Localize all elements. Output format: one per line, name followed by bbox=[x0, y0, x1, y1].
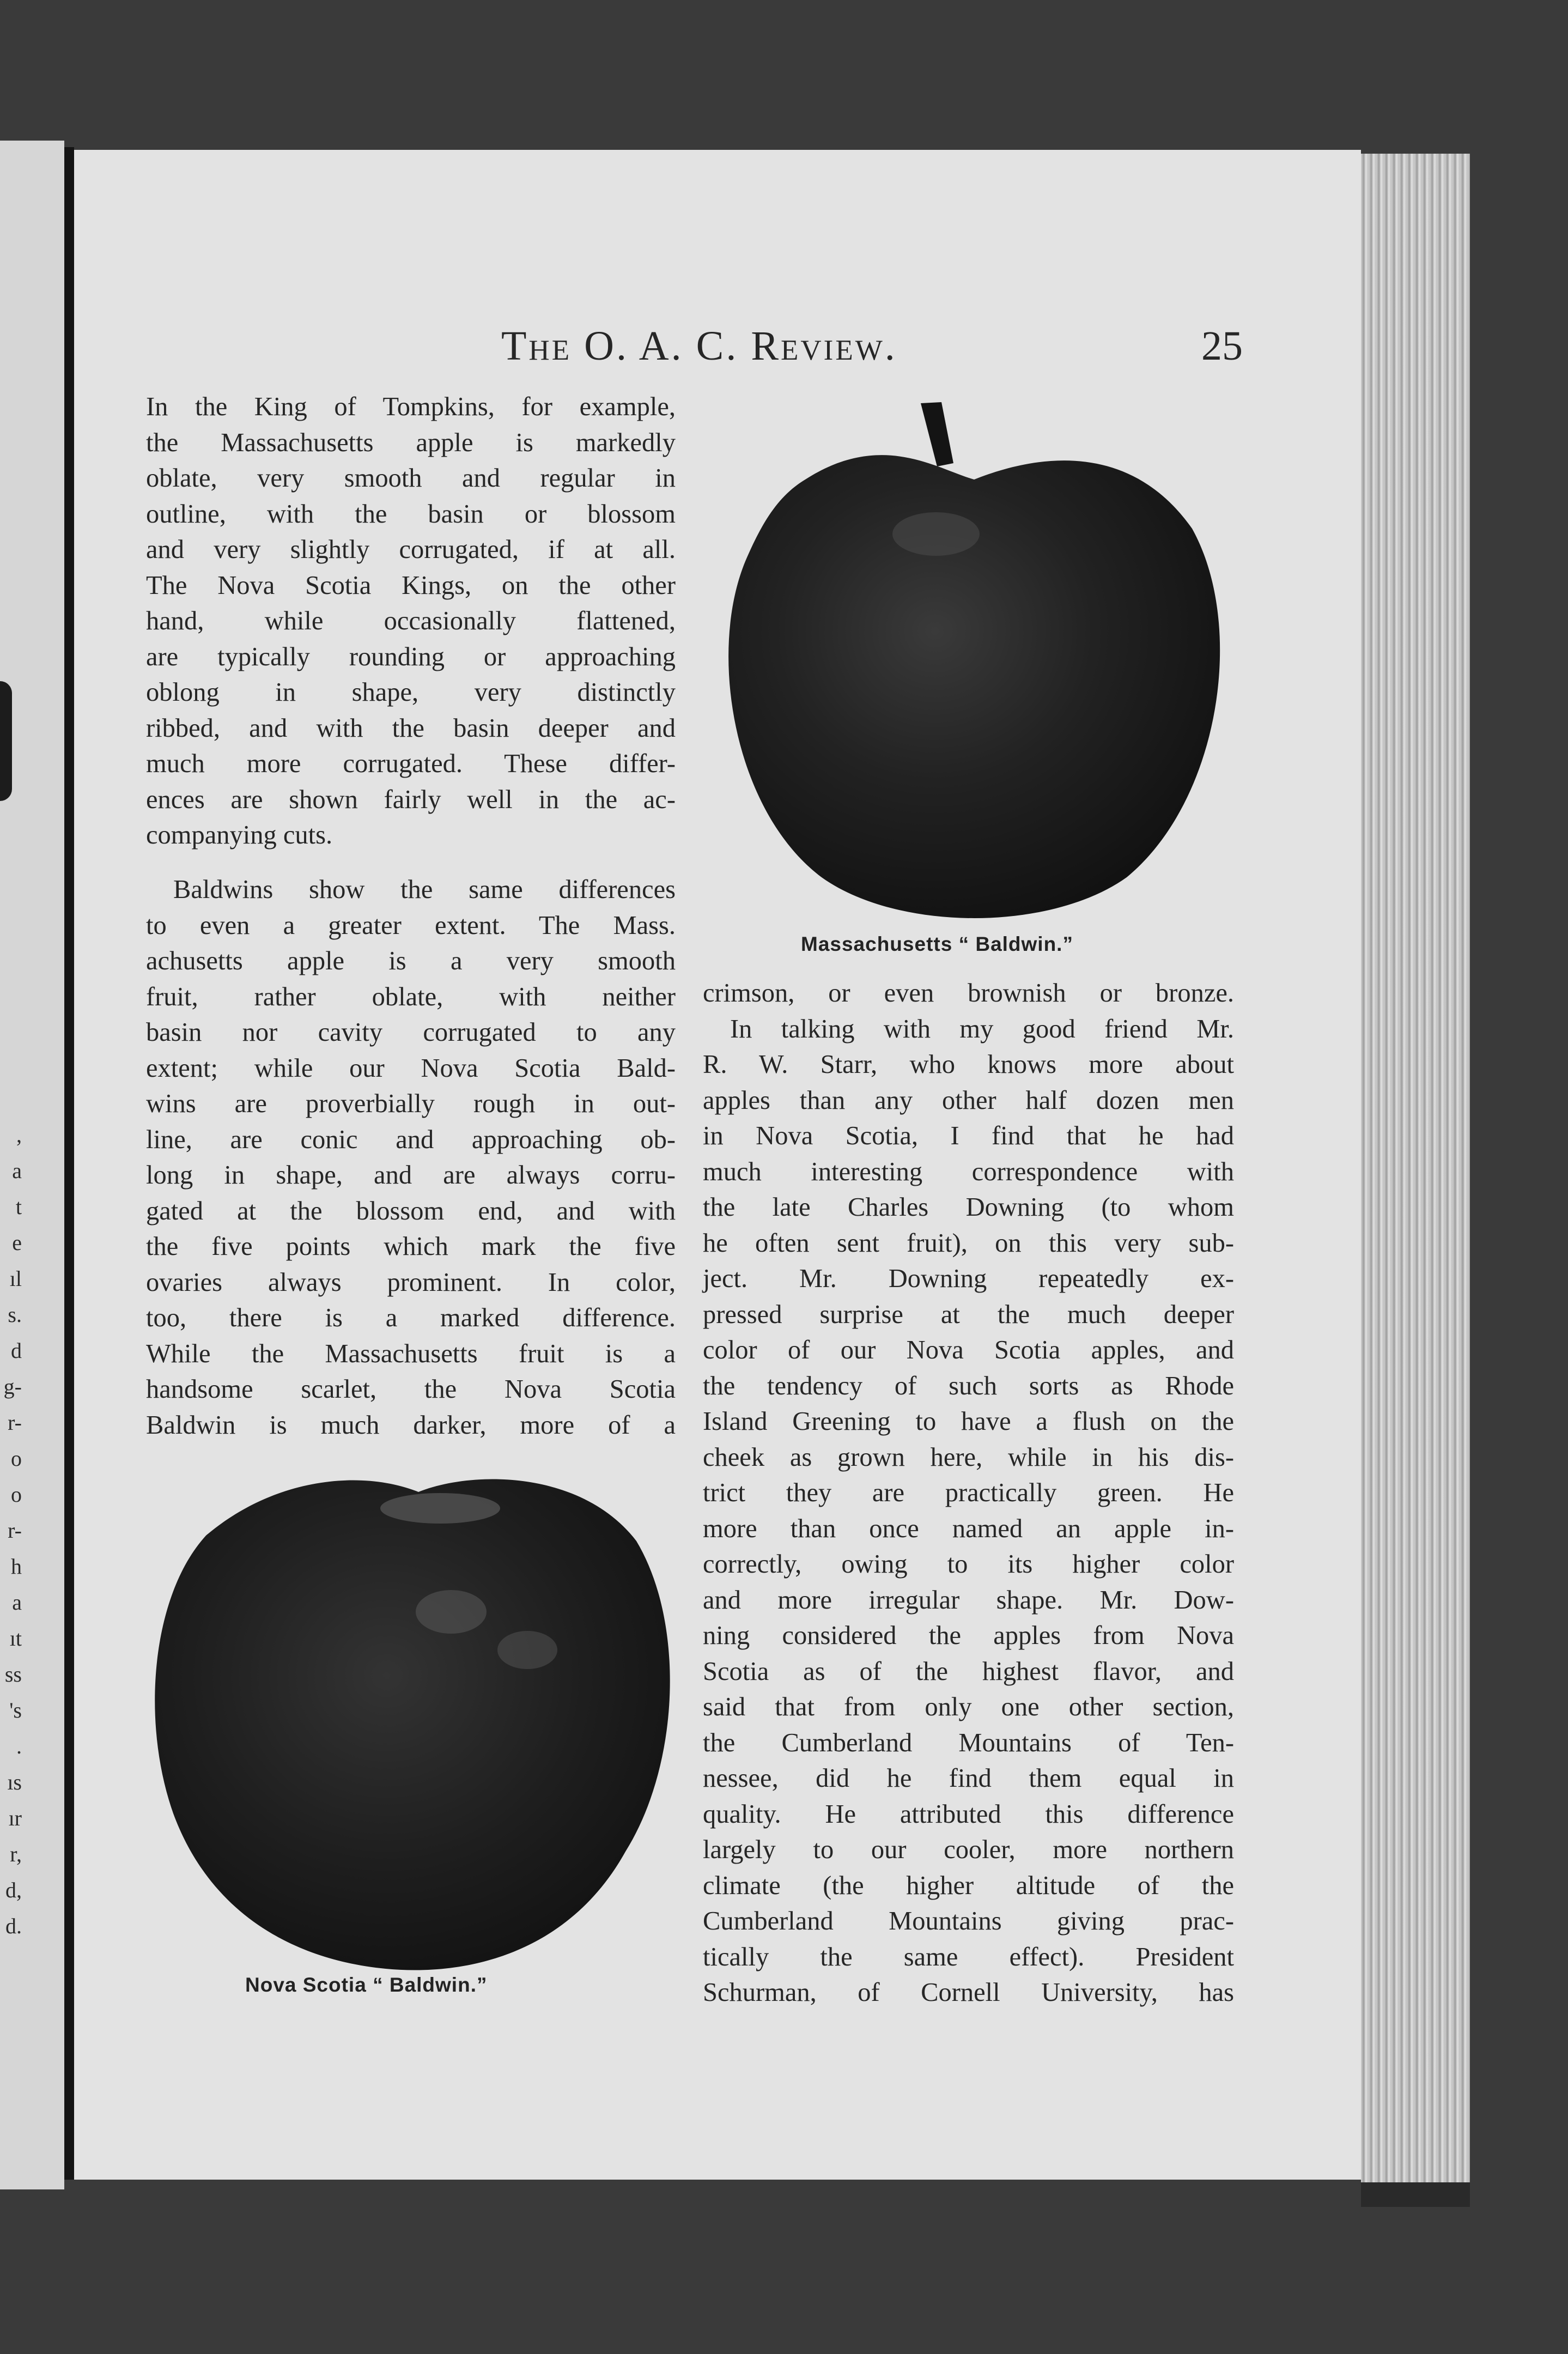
text-line: said that from only one other section, bbox=[703, 1692, 1234, 1721]
left-column-paragraph-2 bbox=[146, 872, 676, 1443]
text-line: climate (the higher altitude of the bbox=[703, 1871, 1234, 1900]
text-line: handsome scarlet, the Nova Scotia bbox=[146, 1375, 676, 1404]
text-line: ribbed, and with the basin deeper and bbox=[146, 713, 676, 743]
left-page-image-fragment bbox=[0, 681, 12, 801]
text-line: The Nova Scotia Kings, on the other bbox=[146, 571, 676, 600]
text-line: In talking with my good friend Mr. bbox=[730, 1014, 1234, 1043]
text-line: more than once named an apple in- bbox=[703, 1514, 1234, 1543]
nova-scotia-caption: Nova Scotia “ Baldwin.” bbox=[245, 1974, 488, 1996]
text-line: in Nova Scotia, I find that he had bbox=[703, 1121, 1234, 1150]
text-line: Island Greening to have a flush on the bbox=[703, 1407, 1234, 1436]
page-edges-shadow bbox=[1361, 2182, 1470, 2207]
text-line: to even a greater extent. The Mass. bbox=[146, 911, 676, 940]
text-line: correctly, owing to its higher color bbox=[703, 1550, 1234, 1579]
left-edge-fragment: d bbox=[11, 1338, 22, 1363]
page-edges bbox=[1361, 154, 1470, 2207]
text-line: ject. Mr. Downing repeatedly ex- bbox=[703, 1264, 1234, 1293]
left-column-paragraph-1 bbox=[146, 389, 676, 853]
left-edge-fragment: ss bbox=[4, 1662, 22, 1686]
text-line: basin nor cavity corrugated to any bbox=[146, 1018, 676, 1047]
text-line: extent; while our Nova Scotia Bald- bbox=[146, 1053, 676, 1083]
text-line: much interesting correspondence with bbox=[703, 1157, 1234, 1186]
left-edge-fragment: e bbox=[12, 1230, 22, 1255]
left-edge-fragment: 's bbox=[9, 1698, 22, 1722]
text-line: hand, while occasionally flattened, bbox=[146, 606, 676, 635]
text-line: the five points which mark the five bbox=[146, 1232, 676, 1261]
running-head: The O. A. C. Review. bbox=[501, 323, 897, 369]
text-line: the Cumberland Mountains of Ten- bbox=[703, 1728, 1234, 1757]
text-line: the tendency of such sorts as Rhode bbox=[703, 1371, 1234, 1400]
apple-highlight bbox=[380, 1493, 500, 1524]
apple-highlight bbox=[892, 512, 980, 556]
text-line: and very slightly corrugated, if at all. bbox=[146, 535, 676, 564]
text-line: long in shape, and are always corru- bbox=[146, 1161, 676, 1190]
left-edge-fragment: r- bbox=[8, 1518, 22, 1543]
left-edge-fragment: ıs bbox=[7, 1770, 22, 1794]
apple-stem bbox=[921, 402, 953, 466]
text-line: companying cuts. bbox=[146, 821, 333, 850]
text-line: Baldwins show the same differences bbox=[173, 875, 676, 904]
text-line: R. W. Starr, who knows more about bbox=[703, 1050, 1234, 1079]
massachusetts-caption: Massachusetts “ Baldwin.” bbox=[801, 933, 1073, 955]
text-line: wins are proverbially rough in out- bbox=[146, 1089, 676, 1118]
left-edge-fragment: ır bbox=[8, 1806, 22, 1830]
left-edge-fragment: d. bbox=[5, 1914, 22, 1938]
text-line: largely to our cooler, more northern bbox=[703, 1835, 1234, 1864]
text-line: color of our Nova Scotia apples, and bbox=[703, 1336, 1234, 1364]
text-line: ning considered the apples from Nova bbox=[703, 1621, 1234, 1650]
left-edge-fragment: t bbox=[15, 1194, 22, 1219]
apple-highlight bbox=[497, 1631, 557, 1669]
text-line: ovaries always prominent. In color, bbox=[146, 1267, 676, 1297]
left-edge-fragment: o bbox=[11, 1446, 22, 1471]
text-line: In the King of Tompkins, for example, bbox=[146, 392, 676, 421]
text-line: trict they are practically green. He bbox=[703, 1478, 1234, 1507]
left-edge-fragment: r, bbox=[10, 1842, 22, 1866]
text-line: crimson, or even brownish or bronze. bbox=[703, 979, 1234, 1008]
text-line: oblong in shape, very distinctly bbox=[146, 678, 676, 707]
text-line: Scotia as of the highest flavor, and bbox=[703, 1657, 1234, 1686]
text-line: While the Massachusetts fruit is a bbox=[146, 1339, 676, 1368]
left-edge-fragment: s. bbox=[8, 1302, 22, 1327]
text-line: oblate, very smooth and regular in bbox=[146, 464, 676, 493]
left-edge-fragment: ıt bbox=[9, 1626, 22, 1651]
text-line: pressed surprise at the much deeper bbox=[703, 1300, 1234, 1329]
text-line: too, there is a marked difference. bbox=[146, 1303, 676, 1332]
text-line: and more irregular shape. Mr. Dow- bbox=[703, 1585, 1234, 1615]
apple-highlight bbox=[416, 1590, 487, 1634]
left-edge-fragment: r- bbox=[8, 1410, 22, 1435]
text-line: nessee, did he find them equal in bbox=[703, 1764, 1234, 1793]
text-line: quality. He attributed this difference bbox=[703, 1799, 1234, 1829]
text-line: the Massachusetts apple is markedly bbox=[146, 428, 676, 457]
left-edge-fragment: o bbox=[11, 1482, 22, 1507]
text-line: Baldwin is much darker, more of a bbox=[146, 1410, 676, 1440]
text-line: fruit, rather oblate, with neither bbox=[146, 982, 676, 1011]
text-line: tically the same effect). President bbox=[703, 1942, 1234, 1971]
left-edge-fragment: ıl bbox=[9, 1266, 22, 1291]
text-line: outline, with the basin or blossom bbox=[146, 499, 676, 529]
text-line: are typically rounding or approaching bbox=[146, 642, 676, 671]
book-gutter bbox=[64, 147, 74, 2180]
text-line: achusetts apple is a very smooth bbox=[146, 947, 676, 975]
left-page-text-fragments bbox=[0, 1117, 22, 1944]
text-line: the late Charles Downing (to whom bbox=[703, 1193, 1234, 1222]
massachusetts-baldwin-apple-image bbox=[702, 398, 1247, 932]
text-line: ences are shown fairly well in the ac- bbox=[146, 785, 676, 814]
right-column bbox=[703, 975, 1234, 2011]
text-line: cheek as grown here, while in his dis- bbox=[703, 1442, 1234, 1472]
text-line: gated at the blossom end, and with bbox=[146, 1196, 676, 1225]
page-number: 25 bbox=[1201, 323, 1243, 369]
left-edge-fragment: g- bbox=[3, 1374, 22, 1399]
nova-scotia-baldwin-apple-image bbox=[135, 1459, 680, 1977]
left-edge-fragment: . bbox=[16, 1734, 22, 1758]
left-edge-fragment: h bbox=[11, 1554, 22, 1579]
text-line: apples than any other half dozen men bbox=[703, 1085, 1234, 1115]
text-line: Cumberland Mountains giving prac- bbox=[703, 1907, 1234, 1936]
text-line: Schurman, of Cornell University, has bbox=[703, 1978, 1234, 2007]
left-edge-fragment: a bbox=[12, 1158, 22, 1183]
left-edge-fragment: , bbox=[16, 1123, 22, 1147]
text-line: much more corrugated. These differ- bbox=[146, 749, 676, 778]
apple-body bbox=[155, 1479, 670, 1970]
left-edge-fragment: a bbox=[12, 1590, 22, 1615]
text-line: he often sent fruit), on this very sub- bbox=[703, 1228, 1234, 1258]
left-edge-fragment: d, bbox=[5, 1878, 22, 1902]
text-line: line, are conic and approaching ob- bbox=[146, 1125, 676, 1154]
